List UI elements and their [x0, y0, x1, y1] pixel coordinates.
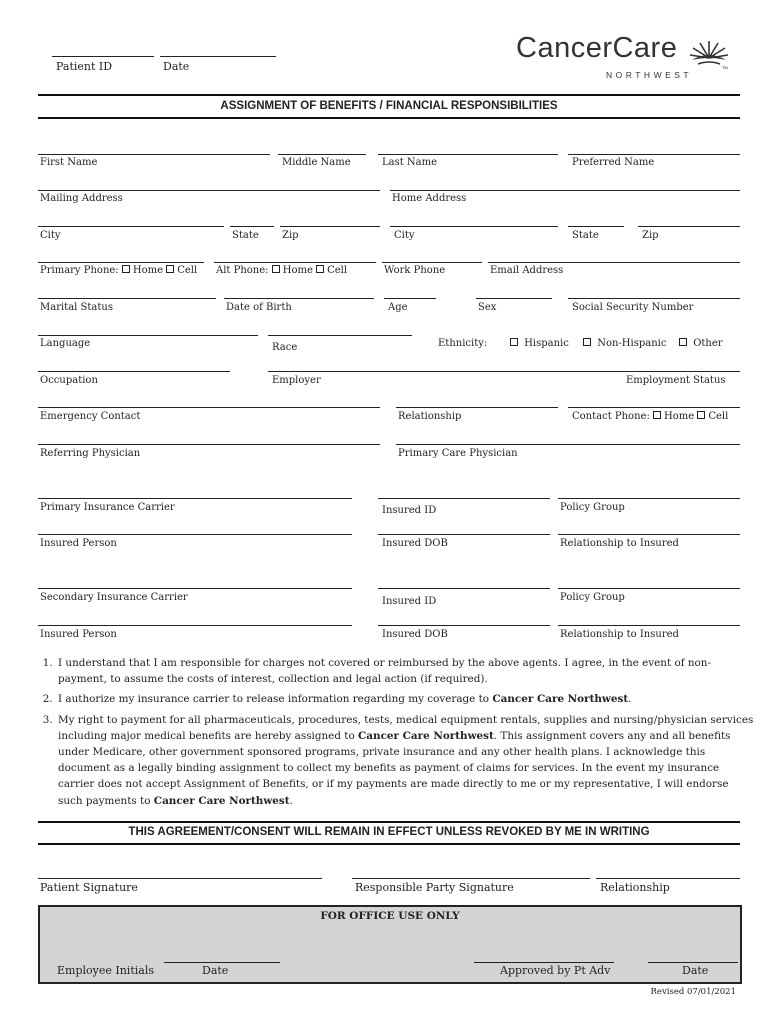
other-ethnicity-checkbox[interactable] [679, 338, 687, 346]
logo-tm: TM [722, 65, 728, 70]
office-date2-label: Date [682, 964, 709, 977]
home-address-label: Home Address [392, 193, 467, 204]
race-label: Race [272, 342, 298, 353]
primary-insured-id-label: Insured ID [382, 505, 437, 516]
patient-signature-label: Patient Signature [40, 881, 138, 894]
secondary-policy-group-label: Policy Group [560, 592, 625, 603]
logo-sub-text: NORTHWEST [606, 70, 693, 80]
term-2-end: . [628, 693, 632, 706]
age-input[interactable] [384, 298, 436, 299]
employee-initials-input[interactable] [164, 962, 280, 963]
alt-phone-cell-checkbox[interactable] [316, 265, 324, 273]
secondary-insured-dob-input[interactable] [378, 625, 550, 626]
home-city-input[interactable] [390, 226, 558, 227]
primary-relationship-label: Relationship to Insured [560, 538, 679, 549]
middle-name-label: Middle Name [282, 157, 351, 168]
employment-status-label: Employment Status [626, 375, 726, 386]
primary-phone-text: Primary Phone: [40, 265, 119, 276]
term-2 [56, 691, 756, 707]
referring-physician-input[interactable] [38, 444, 380, 445]
home-state-input[interactable] [568, 226, 624, 227]
logo-sub [606, 63, 692, 82]
primary-phone-label [40, 265, 197, 277]
secondary-policy-group-input[interactable] [558, 588, 740, 589]
email-input[interactable] [488, 262, 740, 263]
non-hispanic-text: Non-Hispanic [597, 338, 667, 349]
occupation-input[interactable] [38, 371, 230, 372]
email-label: Email Address [490, 265, 564, 276]
language-input[interactable] [38, 335, 258, 336]
home-zip-label: Zip [642, 230, 659, 241]
terms-list [38, 655, 756, 813]
hispanic-option [510, 338, 569, 350]
alt-phone-text: Alt Phone: [216, 265, 269, 276]
ssn-input[interactable] [568, 298, 740, 299]
logo-main-text: CancerCare [516, 32, 678, 64]
primary-insured-id-input[interactable] [378, 498, 550, 499]
employer-input[interactable] [268, 371, 740, 372]
preferred-name-label: Preferred Name [572, 157, 655, 168]
title-rule-top [38, 94, 740, 96]
sex-input[interactable] [476, 298, 552, 299]
term-1 [56, 655, 756, 687]
office-use-title: FOR OFFICE USE ONLY [320, 910, 460, 922]
secondary-carrier-input[interactable] [38, 588, 352, 589]
secondary-insured-id-input[interactable] [378, 588, 550, 589]
office-date1-label: Date [202, 964, 229, 977]
term-3-end: . [289, 794, 293, 807]
home-zip-input[interactable] [638, 226, 740, 227]
preferred-name-input[interactable] [568, 154, 740, 155]
term-1-text: I understand that I am responsible for charges not covered or reimbursed by the above agents. I agree, in the event of non-payment, to assume the costs of interest, collection and legal action (if required). [58, 657, 711, 686]
mailing-state-input[interactable] [230, 226, 274, 227]
mailing-city-input[interactable] [38, 226, 224, 227]
primary-policy-group-input[interactable] [558, 498, 740, 499]
secondary-carrier-label: Secondary Insurance Carrier [40, 592, 188, 603]
home-option: Home [282, 265, 313, 276]
relationship-input[interactable] [396, 407, 558, 408]
mailing-state-label: State [232, 230, 259, 241]
contact-phone-cell-checkbox[interactable] [697, 411, 705, 419]
age-label: Age [388, 302, 408, 313]
primary-relationship-input[interactable] [558, 534, 740, 535]
signature-relationship-input[interactable] [596, 878, 740, 879]
employee-initials-label: Employee Initials [57, 964, 154, 977]
contact-phone-label [572, 411, 728, 423]
secondary-insured-id-label: Insured ID [382, 596, 437, 607]
primary-phone-cell-checkbox[interactable] [166, 265, 174, 273]
last-name-label: Last Name [382, 157, 438, 168]
secondary-relationship-label: Relationship to Insured [560, 629, 679, 640]
contact-phone-input[interactable] [568, 407, 740, 408]
referring-physician-label: Referring Physician [40, 448, 141, 459]
office-use-box [38, 905, 742, 984]
term-2-org: Cancer Care Northwest [492, 693, 629, 706]
responsible-party-label: Responsible Party Signature [355, 881, 514, 894]
ethnicity-label: Ethnicity: [438, 338, 488, 349]
alt-phone-label [216, 265, 347, 277]
non-hispanic-option [583, 338, 666, 350]
sex-label: Sex [478, 302, 497, 313]
term-2-text: I authorize my insurance carrier to release information regarding my coverage to [58, 693, 493, 706]
other-ethnicity-text: Other [693, 338, 723, 349]
contact-phone-home-checkbox[interactable] [653, 411, 661, 419]
dob-input[interactable] [224, 298, 374, 299]
secondary-insured-dob-label: Insured DOB [382, 629, 448, 640]
responsible-party-signature-input[interactable] [352, 878, 590, 879]
occupation-label: Occupation [40, 375, 98, 386]
agreement-rule-top [38, 821, 740, 823]
last-name-input[interactable] [378, 154, 558, 155]
hispanic-text: Hispanic [524, 338, 569, 349]
term-3 [56, 712, 756, 809]
alt-phone-input[interactable] [214, 262, 376, 263]
home-address-input[interactable] [390, 190, 740, 191]
work-phone-input[interactable] [382, 262, 482, 263]
secondary-relationship-input[interactable] [558, 625, 740, 626]
mailing-city-label: City [40, 230, 61, 241]
primary-insured-person-label: Insured Person [40, 538, 117, 549]
term-3-org-1: Cancer Care Northwest [358, 729, 494, 742]
cell-option: Cell [177, 265, 198, 276]
header-date-line[interactable] [160, 56, 276, 57]
approved-label: Approved by Pt Adv [500, 964, 611, 977]
secondary-insured-person-input[interactable] [38, 625, 352, 626]
marital-status-label: Marital Status [40, 302, 113, 313]
language-label: Language [40, 338, 91, 349]
dob-label: Date of Birth [226, 302, 292, 313]
agreement-banner: THIS AGREEMENT/CONSENT WILL REMAIN IN EFFECT UNLESS REVOKED BY ME IN WRITING [128, 826, 650, 838]
primary-care-physician-input[interactable] [396, 444, 740, 445]
term-3-text-b: . This assignment covers any and all benefits under Medicare, other government sponsored programs, private insurance and any other health plans. I acknowledge this document as a legally binding assignment to collect my benefits as payment of claims for services. In the event my insurance carrier does not accept Assignment of Benefits, or if my payments are made directly to me or my representative, I will endorse such payments to [58, 729, 731, 807]
primary-phone-input[interactable] [38, 262, 204, 263]
emergency-contact-input[interactable] [38, 407, 380, 408]
primary-insured-dob-input[interactable] [378, 534, 550, 535]
primary-phone-home-checkbox[interactable] [122, 265, 130, 273]
first-name-label: First Name [40, 157, 98, 168]
form-title: ASSIGNMENT OF BENEFITS / FINANCIAL RESPONSIBILITIES [220, 100, 558, 112]
primary-carrier-label: Primary Insurance Carrier [40, 502, 175, 513]
home-option: Home [664, 411, 695, 422]
patient-id-label: Patient ID [56, 60, 113, 73]
home-option: Home [132, 265, 164, 276]
mailing-address-label: Mailing Address [40, 193, 123, 204]
signature-relationship-label: Relationship [600, 881, 670, 894]
relationship-label: Relationship [398, 411, 462, 422]
hispanic-checkbox[interactable] [510, 338, 518, 346]
race-input[interactable] [268, 335, 412, 336]
approved-input[interactable] [474, 962, 614, 963]
mailing-address-input[interactable] [38, 190, 380, 191]
revised-date: Revised 07/01/2021 [650, 987, 736, 997]
primary-policy-group-label: Policy Group [560, 502, 625, 513]
work-phone-label: Work Phone [384, 265, 446, 276]
term-3-text-a: My right to payment for all pharmaceuticals, procedures, tests, medical equipment rentals, supplies and nursing/physician services including major medical benefits are hereby assigned to [58, 713, 754, 742]
employer-label: Employer [272, 375, 321, 386]
patient-id-line[interactable] [52, 56, 154, 57]
primary-insured-dob-label: Insured DOB [382, 538, 448, 549]
term-3-org-2: Cancer Care Northwest [153, 794, 290, 807]
primary-insured-person-input[interactable] [38, 534, 352, 535]
home-state-label: State [572, 230, 599, 241]
marital-status-input[interactable] [38, 298, 216, 299]
other-ethnicity-option [679, 338, 723, 350]
office-date2-input[interactable] [648, 962, 738, 963]
alt-phone-home-checkbox[interactable] [272, 265, 280, 273]
non-hispanic-checkbox[interactable] [583, 338, 591, 346]
cell-option: Cell [708, 411, 729, 422]
primary-care-physician-label: Primary Care Physician [398, 448, 518, 459]
agreement-rule-bottom [38, 843, 740, 845]
cell-option: Cell [327, 265, 348, 276]
logo [516, 32, 677, 65]
contact-phone-text: Contact Phone: [572, 411, 650, 422]
middle-name-input[interactable] [278, 154, 366, 155]
mailing-zip-input[interactable] [280, 226, 380, 227]
secondary-insured-person-label: Insured Person [40, 629, 117, 640]
patient-signature-input[interactable] [38, 878, 322, 879]
header-date-label: Date [163, 60, 190, 73]
mailing-zip-label: Zip [282, 230, 299, 241]
emergency-contact-label: Emergency Contact [40, 411, 141, 422]
ssn-label: Social Security Number [572, 302, 694, 313]
primary-carrier-input[interactable] [38, 498, 352, 499]
title-rule-bottom [38, 117, 740, 119]
home-city-label: City [394, 230, 415, 241]
first-name-input[interactable] [38, 154, 270, 155]
